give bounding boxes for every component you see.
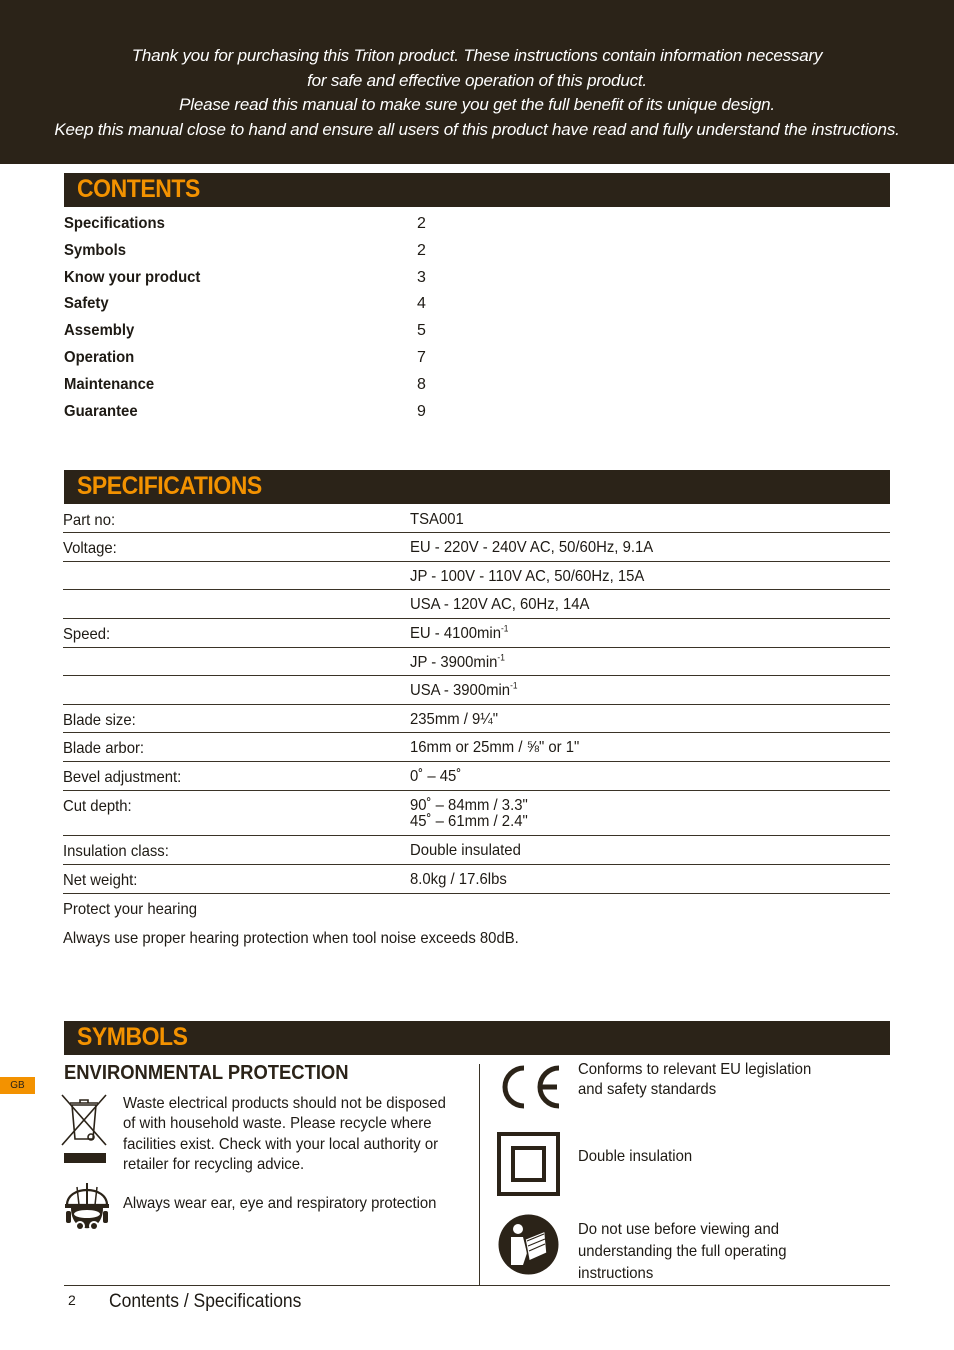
spec-label: Blade size: xyxy=(63,712,136,729)
contents-item[interactable] xyxy=(64,293,464,320)
contents-item-label: Know your product xyxy=(64,268,201,286)
table-row xyxy=(63,836,890,865)
contents-item[interactable] xyxy=(64,374,464,401)
weee-text-line: retailer for recycling advice. xyxy=(123,1156,305,1174)
contents-title: CONTENTS xyxy=(77,175,200,203)
contents-item[interactable] xyxy=(64,267,464,294)
contents-item-label: Maintenance xyxy=(64,375,155,393)
contents-item-label: Safety xyxy=(64,295,109,313)
weee-text-line: of with household waste. Please recycle where xyxy=(123,1115,432,1133)
spec-value-line: 45˚ – 61mm / 2.4" xyxy=(410,813,528,830)
spec-value: 16mm or 25mm / ⅝" or 1" xyxy=(410,739,580,756)
spec-label: Part no: xyxy=(63,512,116,529)
contents-item-page: 9 xyxy=(417,402,426,420)
spec-value-text: JP - 3900min xyxy=(410,654,498,671)
spec-label: Voltage: xyxy=(63,540,117,557)
weee-text xyxy=(123,1094,446,1176)
crossed-bin-icon xyxy=(60,1093,110,1165)
symbols-header xyxy=(64,1021,890,1055)
double-insulation-text: Double insulation xyxy=(578,1148,693,1165)
specifications-table xyxy=(63,505,890,894)
specifications-header xyxy=(64,470,890,504)
spec-value: 8.0kg / 17.6lbs xyxy=(410,871,507,888)
table-row xyxy=(63,619,890,648)
manual-text-line: Do not use before viewing and xyxy=(578,1221,780,1238)
language-tab: GB xyxy=(0,1077,35,1094)
ppe-protection-icon xyxy=(63,1177,111,1241)
contents-header xyxy=(64,173,890,207)
spec-value: USA - 120V AC, 60Hz, 14A xyxy=(410,596,590,613)
spec-value xyxy=(410,652,505,671)
contents-item[interactable] xyxy=(64,320,464,347)
contents-item-label: Symbols xyxy=(64,241,127,259)
spec-label: Net weight: xyxy=(63,872,138,889)
spec-label: Bevel adjustment: xyxy=(63,769,182,786)
footer-divider xyxy=(64,1285,890,1286)
read-manual-icon xyxy=(497,1213,560,1276)
table-row xyxy=(63,791,890,836)
weee-text-line: Waste electrical products should not be disposed xyxy=(123,1095,446,1112)
spec-value: Double insulated xyxy=(410,842,521,859)
manual-text-line: understanding the full operating xyxy=(578,1243,787,1260)
intro-line: for safe and effective operation of this product. xyxy=(307,70,647,90)
spec-value-sup: -1 xyxy=(497,652,505,663)
table-row xyxy=(63,676,890,705)
spec-value-text: USA - 3900min xyxy=(410,682,511,699)
manual-text xyxy=(578,1219,786,1285)
intro-banner xyxy=(0,0,954,164)
intro-line: Thank you for purchasing this Triton product. These instructions contain information necessary xyxy=(131,46,823,65)
contents-item-page: 2 xyxy=(417,215,426,232)
contents-item-page: 3 xyxy=(417,268,426,286)
ce-text-line: and safety standards xyxy=(578,1081,717,1099)
specifications-title: SPECIFICATIONS xyxy=(77,472,262,500)
ce-text xyxy=(578,1060,811,1101)
spec-label: Blade arbor: xyxy=(63,740,145,757)
contents-item[interactable] xyxy=(64,401,464,428)
table-row xyxy=(63,505,890,533)
spec-value xyxy=(410,680,518,699)
table-row xyxy=(63,590,890,619)
table-row xyxy=(63,865,890,894)
spec-value: EU - 220V - 240V AC, 50/60Hz, 9.1A xyxy=(410,539,654,556)
table-row xyxy=(63,562,890,590)
spec-value: TSA001 xyxy=(410,511,464,528)
hearing-text: Always use proper hearing protection when tool noise exceeds 80dB. xyxy=(63,930,519,947)
contents-list xyxy=(64,213,464,427)
spec-value-sup: -1 xyxy=(500,623,509,634)
weee-text-line: facilities exist. Check with your local authority or xyxy=(123,1135,439,1153)
spec-value: 0˚ – 45˚ xyxy=(410,768,462,785)
contents-item-page: 8 xyxy=(417,375,426,393)
environmental-protection-title: ENVIRONMENTAL PROTECTION xyxy=(64,1062,349,1084)
spec-label: Insulation class: xyxy=(63,843,169,860)
spec-value xyxy=(410,798,528,830)
spec-value-text: EU - 4100min xyxy=(410,625,501,642)
manual-text-line: instructions xyxy=(578,1265,654,1282)
table-row xyxy=(63,648,890,676)
contents-item-page: 4 xyxy=(417,295,426,313)
table-row xyxy=(63,762,890,791)
page-number: 2 xyxy=(68,1292,76,1308)
table-row xyxy=(63,705,890,733)
intro-line: Please read this manual to make sure you get the full benefit of its unique design. xyxy=(179,95,775,115)
table-row xyxy=(63,733,890,762)
contents-item-label: Guarantee xyxy=(64,402,138,420)
spec-value-sup: -1 xyxy=(510,680,518,691)
contents-item-label: Specifications xyxy=(64,215,165,232)
spec-value: 235mm / 9¼" xyxy=(410,711,498,728)
contents-item[interactable] xyxy=(64,213,464,240)
table-row xyxy=(63,533,890,562)
contents-item-label: Assembly xyxy=(64,322,135,340)
ppe-text: Always wear ear, eye and respiratory protection xyxy=(123,1195,437,1212)
spec-value: JP - 100V - 110V AC, 50/60Hz, 15A xyxy=(410,568,645,585)
contents-item[interactable] xyxy=(64,240,464,267)
spec-label: Cut depth: xyxy=(63,798,132,815)
ce-mark-icon xyxy=(497,1064,563,1110)
double-insulation-icon xyxy=(497,1132,560,1196)
contents-item[interactable] xyxy=(64,347,464,374)
contents-item-page: 7 xyxy=(417,348,426,366)
symbols-title: SYMBOLS xyxy=(77,1023,188,1051)
spec-label: Speed: xyxy=(63,626,111,643)
footer-title: Contents / Specifications xyxy=(109,1291,302,1312)
contents-item-page: 5 xyxy=(417,322,426,340)
spec-value-line: 90˚ – 84mm / 3.3" xyxy=(410,797,528,814)
ce-text-line: Conforms to relevant EU legislation xyxy=(578,1061,812,1078)
column-divider xyxy=(479,1064,480,1285)
contents-item-page: 2 xyxy=(417,241,426,259)
contents-item-label: Operation xyxy=(64,348,135,366)
spec-value xyxy=(410,623,509,642)
hearing-title: Protect your hearing xyxy=(63,901,197,918)
intro-line: Keep this manual close to hand and ensure all users of this product have read and fully understand the instructions. xyxy=(54,119,900,139)
